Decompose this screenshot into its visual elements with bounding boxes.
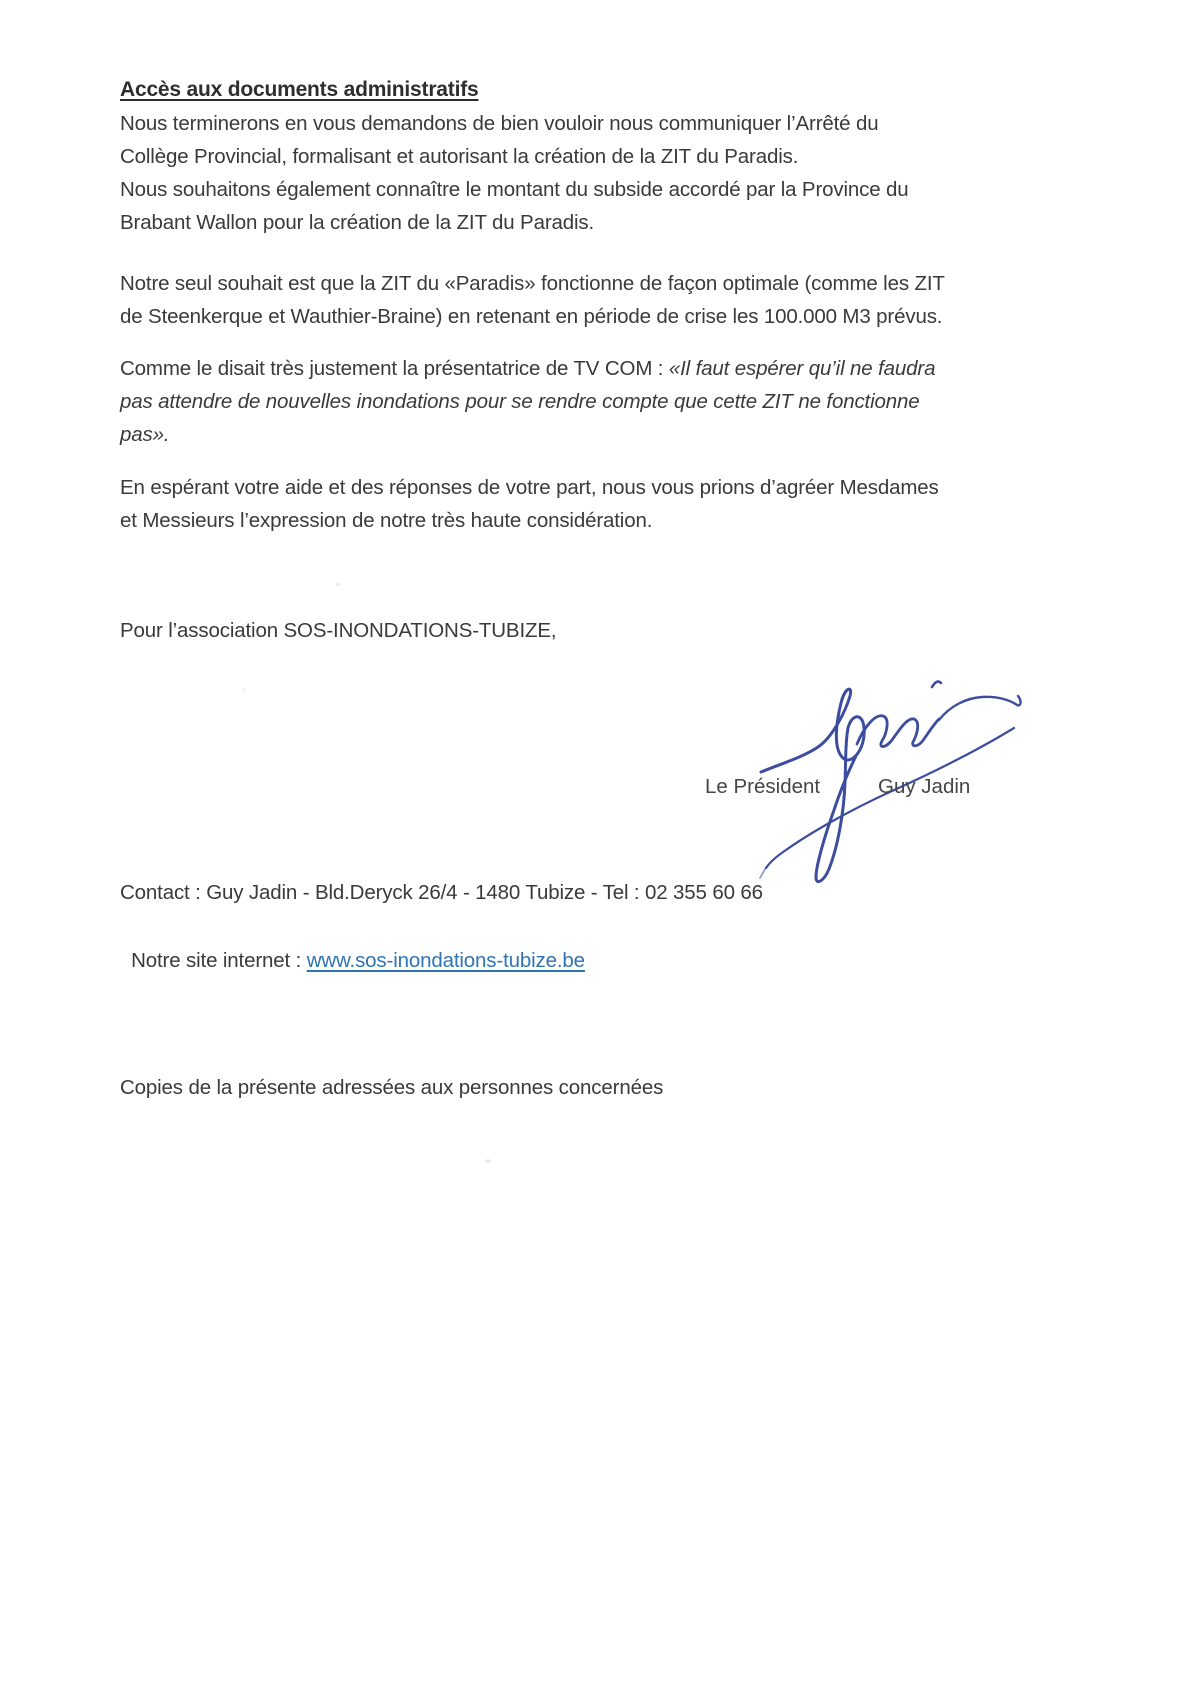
signature-scribble	[700, 625, 1040, 890]
scan-speckle	[485, 1159, 491, 1163]
paragraph-access-documents	[120, 107, 909, 239]
paragraph-line: Nous terminerons en vous demandons de bien vouloir nous communiquer l’Arrêté du	[120, 112, 879, 135]
paragraph-quote-tvcom	[120, 352, 935, 451]
signature-stroke	[932, 682, 941, 687]
paragraph-line: Notre seul souhait est que la ZIT du «Paradis» fonctionne de façon optimale (comme les ZIT	[120, 272, 945, 295]
signer-name: Guy Jadin	[878, 775, 971, 798]
website-line	[120, 911, 585, 977]
website-label: Notre site internet :	[131, 949, 307, 972]
paragraph-line: de Steenkerque et Wauthier-Braine) en retenant en période de crise les 100.000 M3 prévus.	[120, 305, 943, 328]
contact-line: Contact : Guy Jadin - Bld.Deryck 26/4 - 1480 Tubize - Tel : 02 355 60 66	[120, 881, 763, 904]
signature-stroke	[857, 716, 939, 747]
association-line: Pour l’association SOS-INONDATIONS-TUBIZE,	[120, 619, 557, 642]
scan-speckle	[336, 583, 340, 586]
quote-italic-start: «Il faut espérer qu’il ne faudra	[668, 357, 936, 380]
website-link[interactable]: www.sos-inondations-tubize.be	[306, 949, 585, 972]
paragraph-line: et Messieurs l’expression de notre très haute considération.	[120, 509, 653, 532]
quote-intro: Comme le disait très justement la présentatrice de TV COM :	[120, 357, 669, 380]
paragraph-souhait	[120, 267, 945, 333]
copies-note: Copies de la présente adressées aux personnes concernées	[120, 1076, 664, 1099]
scan-speckle	[242, 688, 245, 691]
paragraph-line: pas attendre de nouvelles inondations pour se rendre compte que cette ZIT ne fonctionne	[120, 390, 920, 413]
paragraph-line: Brabant Wallon pour la création de la ZIT du Paradis.	[120, 211, 595, 234]
paragraph-line	[120, 352, 935, 385]
paragraph-line: Collège Provincial, formalisant et autorisant la création de la ZIT du Paradis.	[120, 145, 799, 168]
signer-title: Le Président	[705, 775, 821, 798]
paragraph-line: pas».	[120, 423, 170, 446]
paragraph-salutation	[120, 471, 939, 537]
signature-stroke	[939, 696, 1021, 720]
paragraph-line: En espérant votre aide et des réponses de votre part, nous vous prions d’agréer Mesdames	[120, 476, 939, 499]
section-heading: Accès aux documents administratifs	[120, 78, 479, 101]
paragraph-line: Nous souhaitons également connaître le montant du subside accordé par la Province du	[120, 178, 909, 201]
